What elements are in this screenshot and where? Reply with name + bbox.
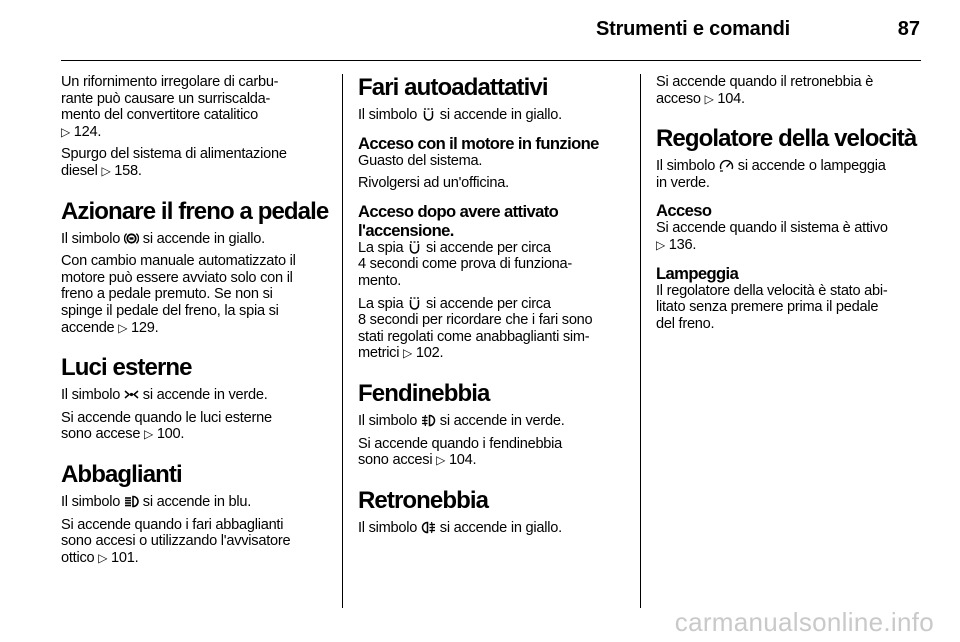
- page-ref-arrow-icon: ▷: [403, 346, 413, 361]
- front-fog-light-icon: [421, 414, 436, 427]
- paragraph: Il simbolo si accende in blu.: [61, 493, 252, 510]
- adaptive-headlight-icon: [407, 297, 422, 310]
- subheading: Acceso: [656, 201, 712, 221]
- page-ref-arrow-icon: ▷: [704, 91, 714, 106]
- header-divider: [61, 60, 921, 61]
- paragraph: Il simbolo si accende in verde.: [358, 412, 565, 429]
- page-number: 87: [897, 18, 920, 40]
- adaptive-headlight-icon: [407, 241, 422, 254]
- page-ref-arrow-icon: ▷: [656, 237, 665, 252]
- paragraph: Con cambio manuale automatizzato il motore può essere avviato solo con il freno a pedale premuto. Se non si spinge il pedale del freno, la spia si accende ▷ 129.: [61, 253, 296, 336]
- paragraph: Si accende quando i fari abbaglianti sono accesi o utilizzando l'avvisatore ottico ▷ 101.: [61, 516, 291, 566]
- section-heading: Azionare il freno a pedale: [61, 197, 329, 225]
- exterior-lights-icon: [124, 388, 139, 401]
- paragraph: Rivolgersi ad un'officina.: [358, 175, 509, 192]
- paragraph: Il simbolo si accende in verde.: [61, 387, 268, 404]
- paragraph: Il regolatore della velocità è stato abi- litato senza premere prima il pedale del freno.: [656, 282, 888, 332]
- running-header-title: Strumenti e comandi: [595, 18, 790, 40]
- column-1: [61, 74, 329, 572]
- paragraph: Un rifornimento irregolare di carbu- rante può causare un surriscalda- mento del convertitore catalitico ▷ 124.: [61, 74, 279, 140]
- column-divider: [342, 74, 343, 608]
- paragraph: Il simbolo si accende o lampeggia in verde.: [656, 158, 886, 191]
- page-ref-arrow-icon: ▷: [101, 163, 111, 178]
- paragraph: Il simbolo si accende in giallo.: [358, 519, 562, 536]
- page-ref-arrow-icon: ▷: [144, 427, 153, 442]
- subheading: Lampeggia: [656, 263, 739, 283]
- high-beam-icon: [124, 495, 139, 508]
- page-ref-arrow-icon: ▷: [61, 124, 70, 139]
- paragraph: La spia si accende per circa 8 secondi per ricordare che i fari sono stati regolati come anabbaglianti sim- metrici ▷ 102.: [358, 295, 593, 362]
- paragraph: Il simbolo si accende in giallo.: [61, 230, 265, 247]
- section-heading: Retronebbia: [358, 486, 489, 514]
- section-heading: Luci esterne: [61, 354, 192, 382]
- adaptive-headlight-icon: [421, 108, 436, 121]
- column-2: [358, 74, 626, 542]
- paragraph: Guasto del sistema.: [358, 152, 483, 169]
- paragraph: Si accende quando le luci esterne sono accese ▷ 100.: [61, 409, 272, 443]
- column-3: [656, 74, 924, 338]
- paragraph: Si accende quando i fendinebbia sono accesi ▷ 104.: [358, 435, 563, 469]
- section-heading: Abbaglianti: [61, 460, 182, 488]
- paragraph: Si accende quando il sistema è attivo ▷ 136.: [656, 220, 888, 253]
- subheading: Acceso con il motore in funzione: [358, 133, 599, 153]
- section-heading: Fendinebbia: [358, 379, 490, 407]
- rear-fog-light-icon: [421, 521, 436, 534]
- page-ref-arrow-icon: ▷: [118, 320, 128, 335]
- page-ref-arrow-icon: ▷: [436, 453, 446, 468]
- paragraph: Spurgo del sistema di alimentazione diesel ▷ 158.: [61, 146, 287, 179]
- paragraph: Il simbolo si accende in giallo.: [358, 107, 562, 123]
- cruise-control-icon: [719, 159, 734, 172]
- section-heading: Regolatore della velocità: [656, 125, 917, 153]
- paragraph: Si accende quando il retronebbia è acceso ▷ 104.: [656, 74, 874, 107]
- page-ref-arrow-icon: ▷: [98, 550, 108, 565]
- column-divider: [640, 74, 641, 608]
- section-heading: Fari autoadattativi: [358, 74, 548, 101]
- subheading: Acceso dopo avere attivato l'accensione.: [358, 201, 559, 240]
- paragraph: La spia si accende per circa 4 secondi come prova di funziona- mento.: [358, 239, 573, 289]
- watermark: carmanualsonline.info: [674, 607, 934, 637]
- brake-pedal-icon: [124, 232, 139, 245]
